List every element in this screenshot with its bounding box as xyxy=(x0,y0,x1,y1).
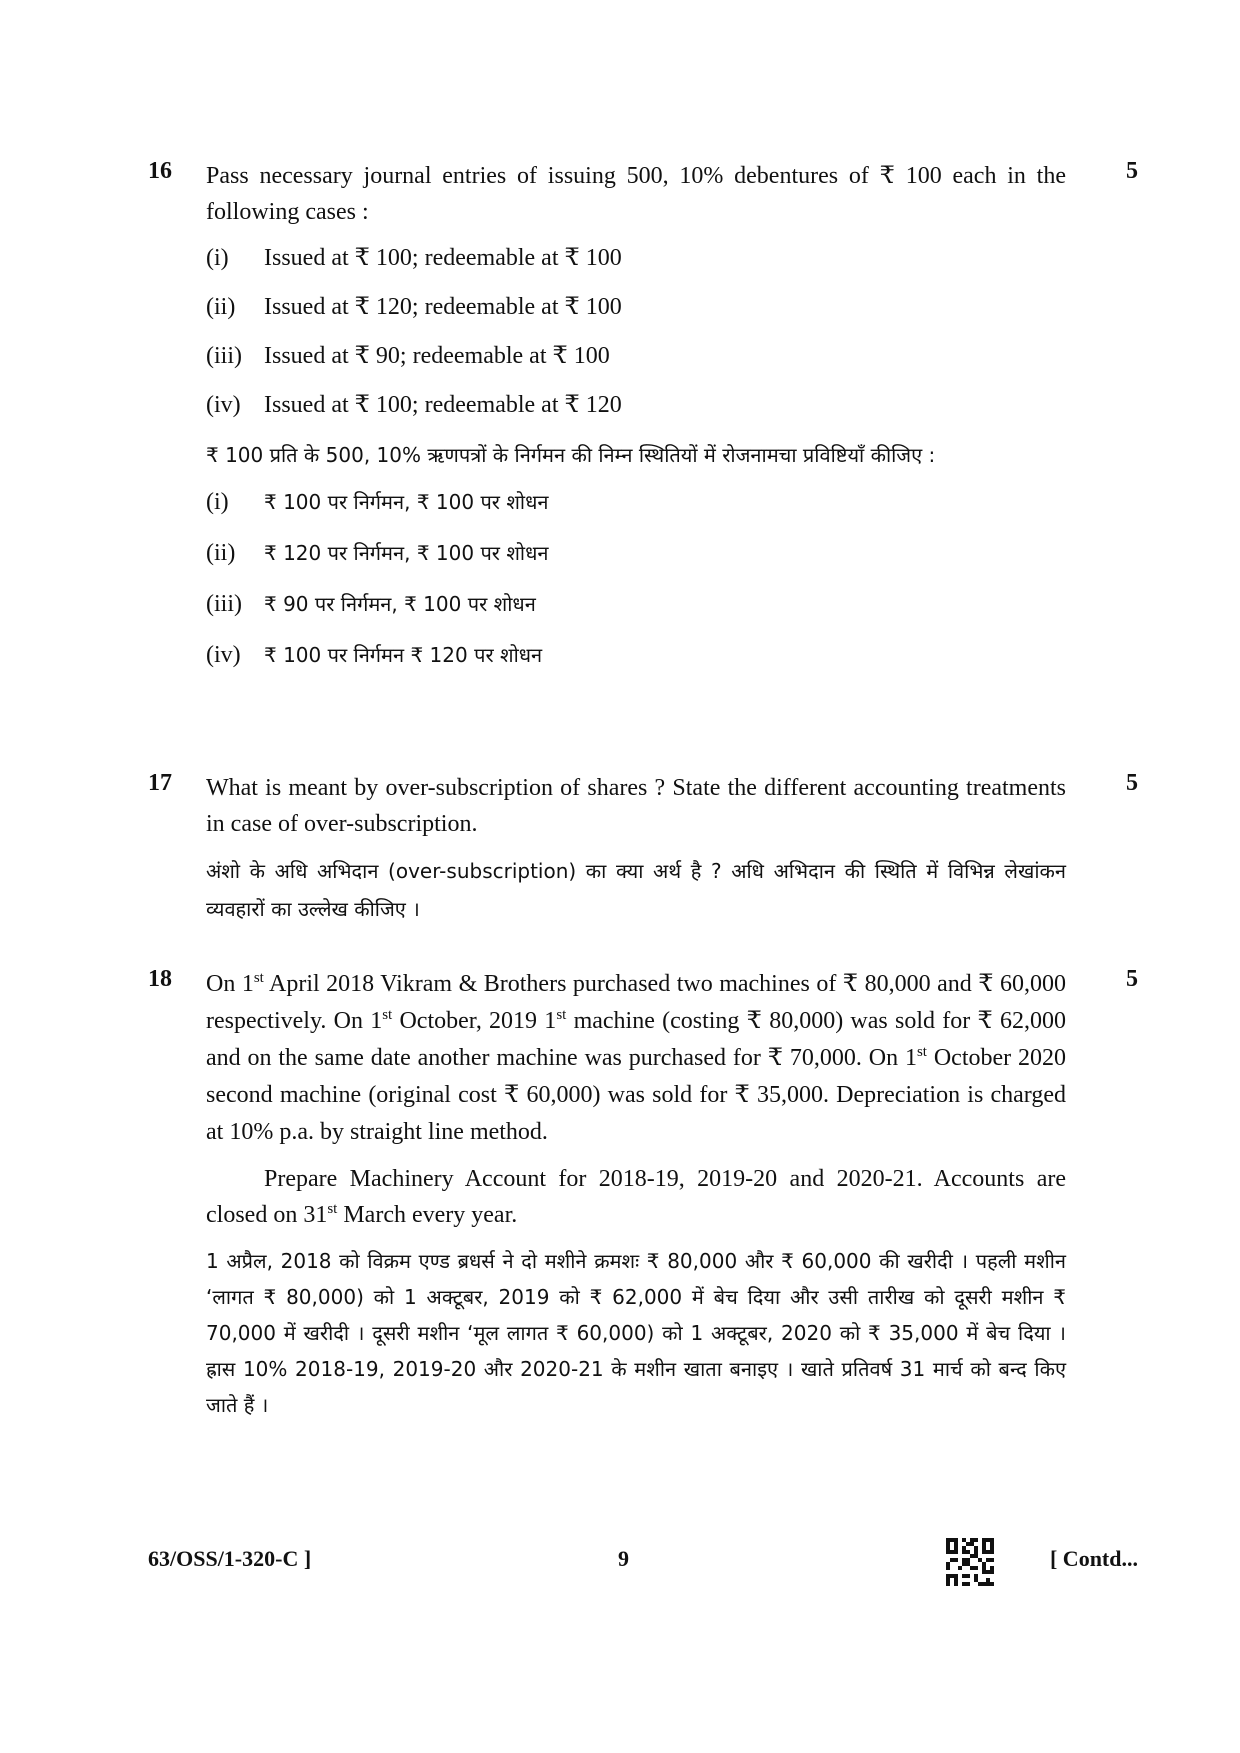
question-text-english: What is meant by over-subscription of shares ? State the different accounting treatments in case of over-subscription. xyxy=(206,775,1066,837)
question-instruction-english: Prepare Machinery Account for 2018-19, 2019-20 and 2020-21. Accounts are closed on 31st March every year. xyxy=(206,1166,1066,1228)
list-item: (ii) Issued at ₹ 120; redeemable at ₹ 100 xyxy=(206,294,622,320)
question-text-english: Pass necessary journal entries of issuing 500, 10% debentures of ₹ 100 each in the following cases : xyxy=(206,163,1066,225)
question-text-english: On 1st April 2018 Vikram & Brothers purchased two machines of ₹ 80,000 and ₹ 60,000 respectively. On 1st October, 2019 1st machine (costing ₹ 80,000) was sold for ₹ 62,000 and on the same date another machine was purchased for ₹ 70,000. On 1st October 2020 second machine (original cost ₹ 60,000) was sold for ₹ 35,000. Depreciation is charged at 10% p.a. by straight line method. xyxy=(206,970,1067,1145)
continued-label: [ Contd... xyxy=(1049,1546,1138,1571)
list-item: (iii) ₹ 90 पर निर्गमन, ₹ 100 पर शोधन xyxy=(206,591,536,617)
question-marks: 5 xyxy=(1126,966,1138,992)
list-item: (i) ₹ 100 पर निर्गमन, ₹ 100 पर शोधन xyxy=(206,489,549,515)
question-18 xyxy=(148,966,1138,1423)
list-item: (iii) Issued at ₹ 90; redeemable at ₹ 100 xyxy=(206,343,610,369)
question-number: 16 xyxy=(148,158,172,184)
list-item: (iv) Issued at ₹ 100; redeemable at ₹ 120 xyxy=(206,392,622,418)
question-text-hindi: अंशो के अधि अभिदान (over-subscription) का क्या अर्थ है ? अधि अभिदान की स्थिति में विभिन्न लेखांकन व्यवहारों का उल्लेख कीजिए । xyxy=(206,859,1066,921)
list-item: (i) Issued at ₹ 100; redeemable at ₹ 100 xyxy=(206,245,622,271)
question-17 xyxy=(148,770,1138,928)
qr-code-icon xyxy=(946,1538,994,1586)
question-marks: 5 xyxy=(1126,770,1138,796)
list-item: (iv) ₹ 100 पर निर्गमन ₹ 120 पर शोधन xyxy=(206,642,543,668)
page-number: 9 xyxy=(618,1546,629,1571)
question-number: 17 xyxy=(148,770,172,796)
options-list-english xyxy=(206,240,1066,436)
question-16 xyxy=(148,158,1138,688)
list-item: (ii) ₹ 120 पर निर्गमन, ₹ 100 पर शोधन xyxy=(206,540,549,566)
question-number: 18 xyxy=(148,966,172,992)
question-marks: 5 xyxy=(1126,158,1138,184)
question-text-hindi: ₹ 100 प्रति के 500, 10% ऋणपत्रों के निर्गमन की निम्न स्थितियों में रोजनामचा प्रविष्टियाँ कीजिए : xyxy=(206,443,936,467)
options-list-hindi xyxy=(206,484,1066,688)
question-text-hindi: 1 अप्रैल, 2018 को विक्रम एण्ड ब्रधर्स ने दो मशीने क्रमशः ₹ 80,000 और ₹ 60,000 की खरीदी । पहली मशीन ‘लागत ₹ 80,000) को 1 अक्टूबर, 2019 को ₹ 62,000 में बेच दिया और उसी तारीख को दूसरी मशीन ₹ 70,000 में खरीदी । दूसरी मशीन ‘मूल लागत ₹ 60,000) को 1 अक्टूबर, 2020 को ₹ 35,000 में बेच दिया । ह्रास 10% 2018-19, 2019-20 और 2020-21 के मशीन खाता बनाइए । खाते प्रतिवर्ष 31 मार्च को बन्द किए जाते हैं । xyxy=(206,1249,1066,1417)
page-footer xyxy=(148,1544,1138,1578)
paper-code: 63/OSS/1-320-C ] xyxy=(148,1546,312,1571)
